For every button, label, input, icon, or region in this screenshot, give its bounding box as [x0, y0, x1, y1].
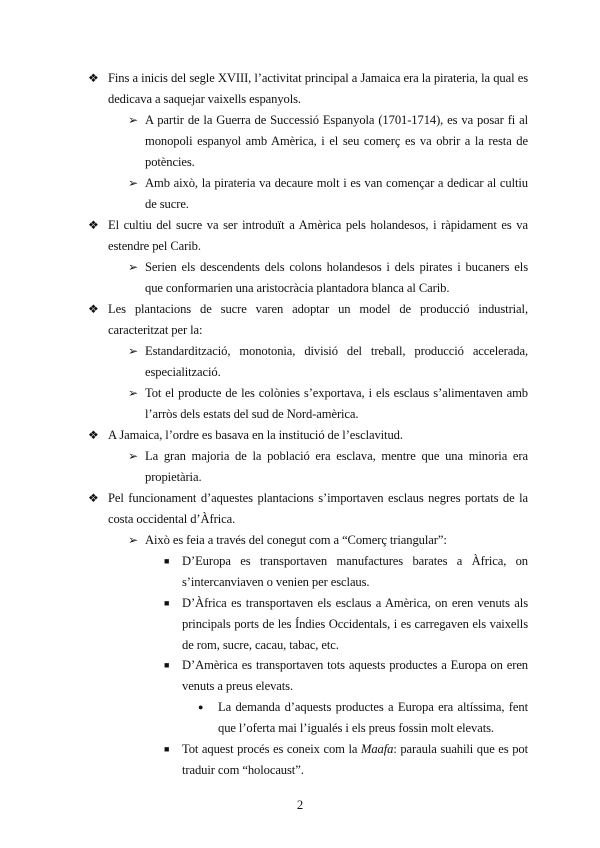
- arrowhead-bullet-icon: ➢: [128, 386, 138, 400]
- sub-sub-sub-item-demand: [198, 697, 528, 739]
- sub-item-aristocracy: [128, 257, 528, 299]
- bullet-item-slave-import: [88, 488, 528, 530]
- bullet-item-piracy: [88, 68, 528, 110]
- sub-sub-item-africa: [164, 593, 528, 655]
- item-text: Això es feia a través del conegut com a “Comerç triangular”:: [145, 533, 447, 547]
- circle-bullet-icon: ●: [198, 702, 204, 712]
- square-bullet-icon: ■: [164, 598, 170, 608]
- item-text: Estandardització, monotonia, divisió del treball, producció accelerada, especialització.: [145, 344, 528, 379]
- sub-item-triangular-trade: [128, 530, 528, 551]
- sub-item-piracy-decline: [128, 173, 528, 215]
- item-text-after: : paraula suahili que es pot traduir com “holocaust”.: [182, 742, 528, 777]
- item-text: A Jamaica, l’ordre es basava en la institució de l’esclavitud.: [108, 428, 403, 442]
- arrowhead-bullet-icon: ➢: [128, 176, 138, 190]
- item-text: Tot el producte de les colònies s’exportava, i els esclaus s’alimentaven amb l’arròs dels estats del sud de Nord-amèrica.: [145, 386, 528, 421]
- item-text: Les plantacions de sucre varen adoptar un model de producció industrial, caracteritzat per la:: [108, 302, 528, 337]
- item-text: Fins a inicis del segle XVIII, l’activitat principal a Jamaica era la pirateria, la qual es dedicava a saquejar vaixells espanyols.: [108, 71, 528, 106]
- sub-item-population: [128, 446, 528, 488]
- arrowhead-bullet-icon: ➢: [128, 113, 138, 127]
- sub-sub-item-maafa: [164, 739, 528, 781]
- diamond-bullet-icon: ❖: [88, 491, 99, 505]
- item-text: D’Àfrica es transportaven els esclaus a Amèrica, on eren venuts als principals ports de les Índies Occidentals, i es carregaven els vaixells de rom, sucre, cacau, tabac, etc.: [182, 596, 528, 652]
- item-text: Amb això, la pirateria va decaure molt i es van començar a dedicar al cultiu de sucre.: [145, 176, 528, 211]
- arrowhead-bullet-icon: ➢: [128, 344, 138, 358]
- sub-item-standardization: [128, 341, 528, 383]
- sub-sub-item-europe: [164, 551, 528, 593]
- item-text: Serien els descendents dels colons holandesos i dels pirates i bucaners els que conformarien una aristocràcia plantadora blanca al Carib.: [145, 260, 528, 295]
- bullet-item-industrial-model: [88, 299, 528, 341]
- arrowhead-bullet-icon: ➢: [128, 260, 138, 274]
- bullet-item-slavery: [88, 425, 528, 446]
- item-text: D’Europa es transportaven manufactures barates a Àfrica, on s’intercanviaven o venien per esclaus.: [182, 554, 528, 589]
- item-text: La gran majoria de la població era esclava, mentre que una minoria era propietària.: [145, 449, 528, 484]
- diamond-bullet-icon: ❖: [88, 71, 99, 85]
- page-number: 2: [296, 798, 304, 812]
- square-bullet-icon: ■: [164, 660, 170, 670]
- diamond-bullet-icon: ❖: [88, 218, 99, 232]
- item-text: El cultiu del sucre va ser introduït a Amèrica pels holandesos, i ràpidament es va estendre pel Carib.: [108, 218, 528, 253]
- bullet-item-sugar-cultivation: [88, 215, 528, 257]
- item-text: D’Amèrica es transportaven tots aquests productes a Europa on eren venuts a preus elevats.: [182, 658, 528, 693]
- item-text: Pel funcionament d’aquestes plantacions s’importaven esclaus negres portats de la costa occidental d’Àfrica.: [108, 491, 528, 526]
- sub-item-war-of-succession: [128, 110, 528, 172]
- item-text-before: Tot aquest procés es coneix com la: [182, 742, 361, 756]
- sub-item-exports: [128, 383, 528, 425]
- square-bullet-icon: ■: [164, 556, 170, 566]
- diamond-bullet-icon: ❖: [88, 302, 99, 316]
- sub-sub-item-america: [164, 655, 528, 697]
- square-bullet-icon: ■: [164, 744, 170, 754]
- item-text: A partir de la Guerra de Successió Espanyola (1701-1714), es va posar fi al monopoli espanyol amb Amèrica, i el seu comerç es va obrir a la resta de potències.: [145, 113, 528, 169]
- diamond-bullet-icon: ❖: [88, 428, 99, 442]
- maafa-term: Maafa: [360, 742, 394, 756]
- item-text: La demanda d’aquests productes a Europa era altíssima, fent que l’oferta mai l’igualés i els preus fossin molt elevats.: [218, 700, 528, 735]
- arrowhead-bullet-icon: ➢: [128, 533, 138, 547]
- arrowhead-bullet-icon: ➢: [128, 449, 138, 463]
